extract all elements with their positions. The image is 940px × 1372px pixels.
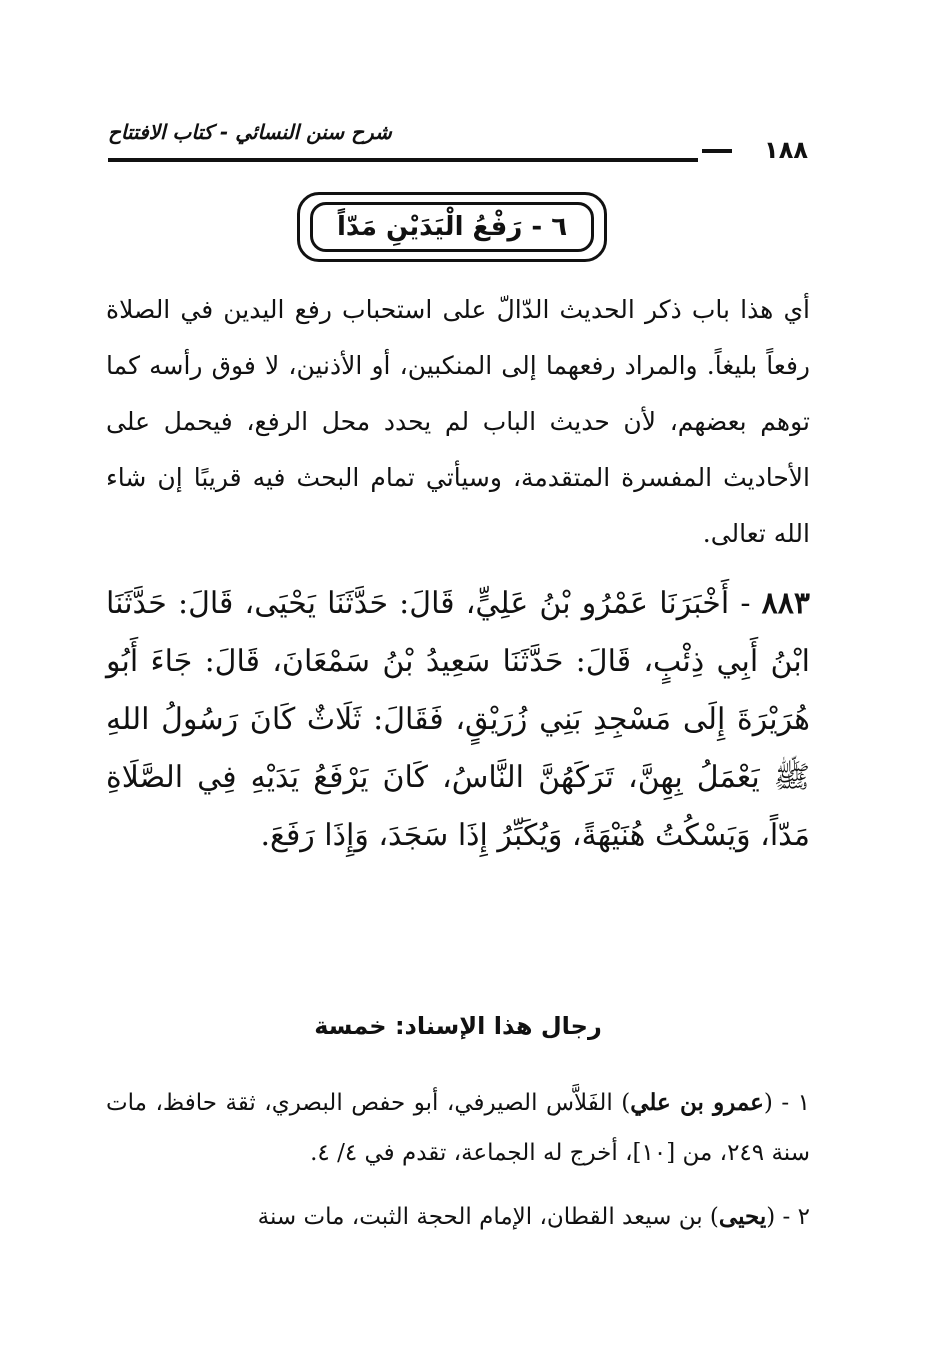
intro-text: أي هذا باب ذكر الحديث الدّالّ على استحباب رفع اليدين في الصلاة رفعاً بليغاً. والمراد رفعهما إلى المنكبين، أو الأذنين، لا فوق رأسه كما توهم بعضهم، لأن حديث الباب لم يحدد محل الرفع، فيحمل على الأحاديث المفسرة المتقدمة، وسيأتي تمام البحث فيه قريبًا إن شاء الله تعالى.: [106, 295, 810, 548]
narrator-list: [106, 1078, 810, 1256]
narrator-text: ) بن سيعد القطان، الإمام الحجة الثبت، مات سنة: [257, 1204, 719, 1230]
page-number: ١٨٨: [764, 136, 808, 164]
rijal-heading: رجال هذا الإسناد: خمسة: [314, 1012, 602, 1040]
hadith-paragraph: [106, 575, 810, 865]
hadith-text: - أَخْبَرَنَا عَمْرُو بْنُ عَلِيٍّ، قَالَ: حَدَّثَنَا يَحْيَى، قَالَ: حَدَّثَنَا ابْنُ أَبِي ذِئْبٍ، قَالَ: حَدَّثَنَا سَعِيدُ بْنُ سَمْعَانَ، قَالَ: جَاءَ أَبُو هُرَيْرَةَ إِلَى مَسْجِدِ بَنِي زُرَيْقٍ، فَقَالَ: ثَلَاثٌ كَانَ رَسُولُ اللهِ ﷺ يَعْمَلُ بِهِنَّ، تَرَكَهُنَّ النَّاسُ، كَانَ يَرْفَعُ يَدَيْهِ فِي الصَّلَاةِ مَدّاً، وَيَسْكُتُ هُنَيْهَةً، وَيُكَبِّرُ إِذَا سَجَدَ، وَإِذَا رَفَعَ.: [106, 586, 810, 853]
hadith-number: ٨٨٣: [761, 586, 810, 621]
narrator-name: يحيى: [718, 1203, 767, 1230]
narrator-prefix: ١ - (: [763, 1090, 810, 1116]
narrator-entry: [106, 1078, 810, 1178]
narrator-prefix: ٢ - (: [766, 1204, 810, 1230]
chapter-title-inner-frame: [310, 202, 594, 252]
header-rule: [108, 158, 698, 162]
chapter-title-frame: [297, 192, 607, 262]
hadith-body: [106, 575, 810, 865]
intro-paragraph: [106, 282, 810, 562]
narrator-text: ) الفَلاَّس الصيرفي، أبو حفص البصري، ثقة حافظ، مات سنة ٢٤٩، من [١٠]، أخرج له الجماعة، تقدم في ٤/ ٤.: [106, 1090, 810, 1166]
narrator-entry: [106, 1192, 810, 1242]
narrator-name: عمرو بن علي: [630, 1089, 764, 1116]
book-title: شرح سنن النسائي - كتاب الافتتاح: [108, 120, 392, 144]
running-head: [108, 120, 808, 164]
chapter-title: ٦ - رَفْعُ الْيَدَيْنِ مَدّاً: [336, 212, 568, 242]
page-number-dash: [702, 149, 732, 153]
